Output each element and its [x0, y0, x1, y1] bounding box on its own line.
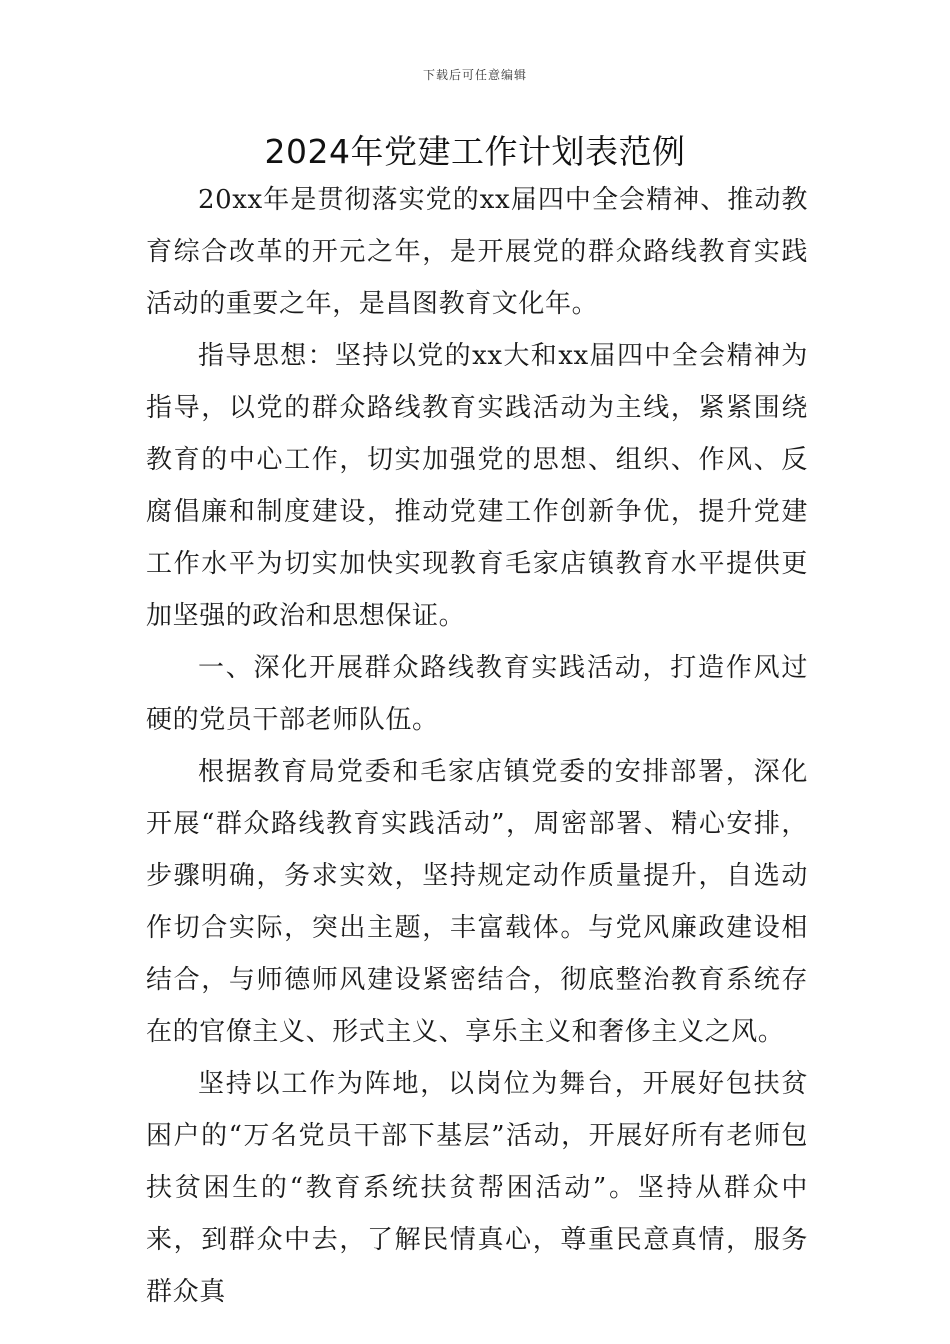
paragraph-guiding-ideology: 指导思想：坚持以党的xx大和xx届四中全会精神为指导，以党的群众路线教育实践活动为主线，紧紧围绕教育的中心工作，切实加强党的思想、组织、作风、反腐倡廉和制度建设，推动党建工作创新争优，提升党建工作水平为切实加快实现教育毛家店镇教育水平提供更加坚强的政治和思想保证。 — [146, 341, 808, 631]
paragraph-section-one-heading: 一、深化开展群众路线教育实践活动，打造作风过硬的党员干部老师队伍。 — [146, 653, 808, 735]
paragraph-deployment: 根据教育局党委和毛家店镇党委的安排部署，深化开展“群众路线教育实践活动”，周密部署、精心安排，步骤明确，务求实效，坚持规定动作质量提升，自选动作切合实际，突出主题，丰富载体。与党风廉政建设相结合，与师德师风建设紧密结合，彻底整治教育系统存在的官僚主义、形式主义、享乐主义和奢侈主义之风。 — [146, 757, 808, 1047]
document-body — [146, 174, 808, 1318]
header-note: 下载后可任意编辑 — [422, 68, 527, 82]
paragraph-intro: 20xx年是贯彻落实党的xx届四中全会精神、推动教育综合改革的开元之年，是开展党的群众路线教育实践活动的重要之年，是昌图教育文化年。 — [146, 185, 808, 319]
paragraph-poverty-aid: 坚持以工作为阵地，以岗位为舞台，开展好包扶贫困户的“万名党员干部下基层”活动，开展好所有老师包扶贫困生的“教育系统扶贫帮困活动”。坚持从群众中来，到群众中去，了解民情真心，尊重民意真情，服务群众真 — [146, 1069, 808, 1307]
document-title: 2024年党建工作计划表范例 — [264, 132, 686, 171]
